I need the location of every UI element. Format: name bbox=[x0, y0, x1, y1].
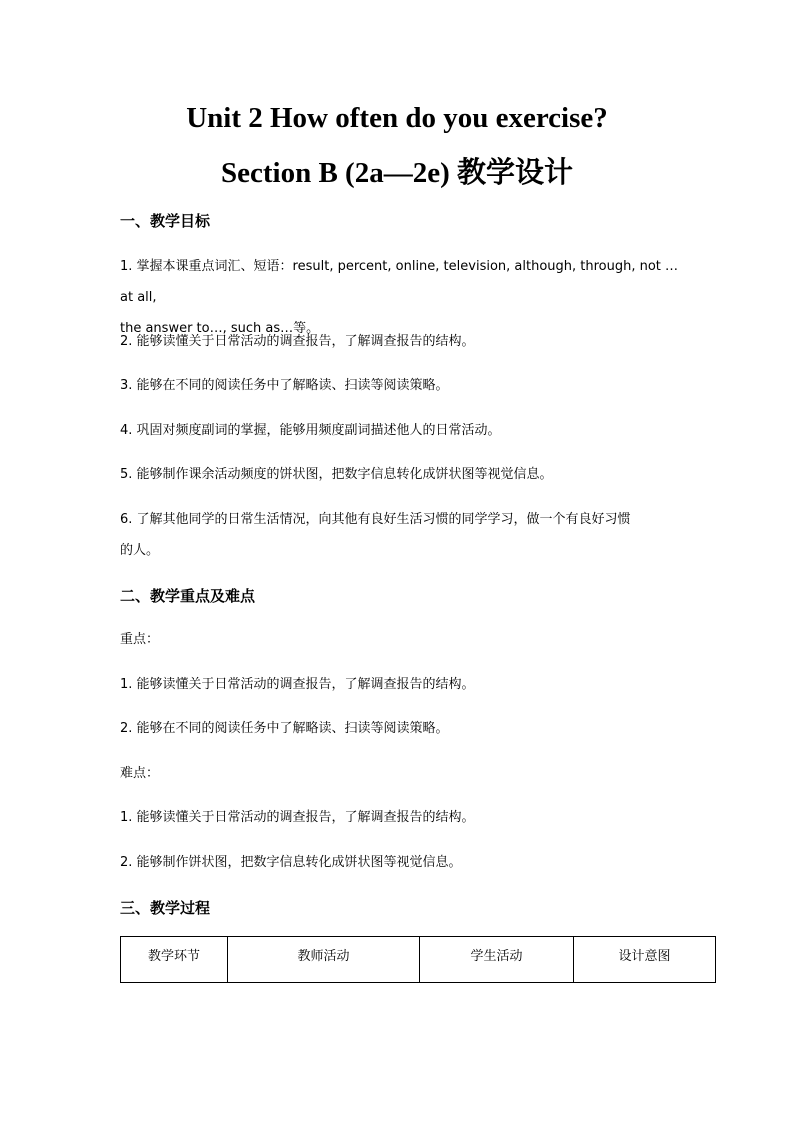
table-header-row bbox=[121, 937, 716, 983]
objective-item-1-line-2: the answer to…, such as…等。 bbox=[120, 321, 320, 336]
objective-item-6-line-2: 的人。 bbox=[120, 543, 160, 558]
column-header-design-intent: 设计意图 bbox=[574, 937, 716, 983]
document-subtitle: Section B (2a—2e) 教学设计 bbox=[221, 157, 573, 189]
objective-item-3: 3. 能够在不同的阅读任务中了解略读、扫读等阅读策略。 bbox=[120, 378, 449, 393]
key-points-label: 重点： bbox=[120, 632, 160, 647]
column-header-student-activity: 学生活动 bbox=[420, 937, 574, 983]
difficult-points-label: 难点： bbox=[120, 766, 160, 781]
objective-item-2: 2. 能够读懂关于日常活动的调查报告，了解调查报告的结构。 bbox=[120, 334, 475, 349]
teaching-process-table bbox=[120, 936, 716, 983]
section-heading-process: 三、教学过程 bbox=[120, 899, 211, 917]
document-title: Unit 2 How often do you exercise? bbox=[186, 102, 608, 134]
objective-item-4: 4. 巩固对频度副词的掌握，能够用频度副词描述他人的日常活动。 bbox=[120, 423, 501, 438]
difficult-point-1: 1. 能够读懂关于日常活动的调查报告，了解调查报告的结构。 bbox=[120, 810, 475, 825]
objective-item-6 bbox=[120, 504, 680, 566]
objective-item-6-line-1: 6. 了解其他同学的日常生活情况，向其他有良好生活习惯的同学学习，做一个有良好习惯 bbox=[120, 512, 631, 527]
key-point-1: 1. 能够读懂关于日常活动的调查报告，了解调查报告的结构。 bbox=[120, 677, 475, 692]
column-header-stage: 教学环节 bbox=[121, 937, 228, 983]
column-header-teacher-activity: 教师活动 bbox=[228, 937, 420, 983]
objective-item-5: 5. 能够制作课余活动频度的饼状图，把数字信息转化成饼状图等视觉信息。 bbox=[120, 467, 553, 482]
objective-item-1-line-1: 1. 掌握本课重点词汇、短语：result, percent, online, television, although, through, not … at all, bbox=[120, 259, 679, 305]
difficult-point-2: 2. 能够制作饼状图，把数字信息转化成饼状图等视觉信息。 bbox=[120, 855, 462, 870]
section-heading-key-points: 二、教学重点及难点 bbox=[120, 587, 256, 605]
key-point-2: 2. 能够在不同的阅读任务中了解略读、扫读等阅读策略。 bbox=[120, 721, 449, 736]
section-heading-objectives: 一、教学目标 bbox=[120, 212, 211, 230]
